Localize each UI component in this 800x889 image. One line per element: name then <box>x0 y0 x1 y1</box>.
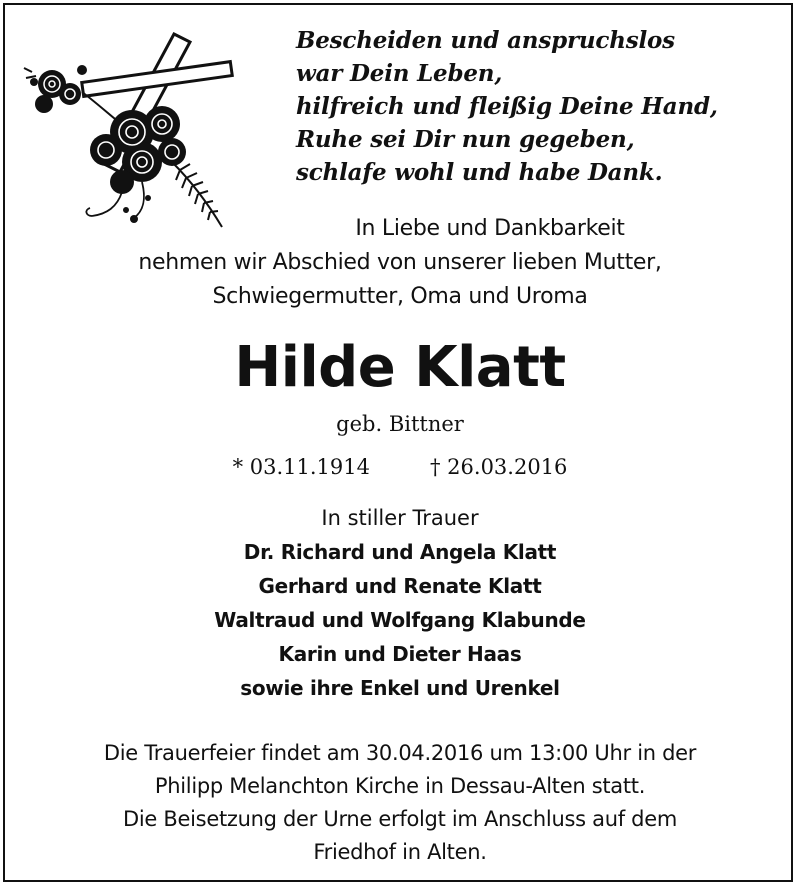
poem-line: Ruhe sei Dir nun gegeben, <box>296 126 635 153</box>
info-line: Die Beisetzung der Urne erfolgt im Anschluss auf dem <box>123 807 677 831</box>
mourner-line: Gerhard und Renate Klatt <box>258 574 542 598</box>
mourner-line: Karin und Dieter Haas <box>278 642 522 666</box>
info-line: Friedhof in Alten. <box>313 840 487 864</box>
intro-text <box>0 212 800 314</box>
info-line: Die Trauerfeier findet am 30.04.2016 um 13:00 Uhr in der <box>103 741 697 765</box>
mourning-heading: In stiller Trauer <box>321 506 479 530</box>
intro-line: nehmen wir Abschied von unserer lieben Mutter, <box>138 250 662 275</box>
death-date: † 26.03.2016 <box>430 455 568 479</box>
mourner-line: sowie ihre Enkel und Urenkel <box>240 676 560 700</box>
poem-line: hilfreich und fleißig Deine Hand, <box>296 93 718 120</box>
birth-date: * 03.11.1914 <box>232 455 370 479</box>
poem-verse <box>296 24 766 189</box>
intro-line: Schwiegermutter, Oma und Uroma <box>212 284 588 309</box>
deceased-name: Hilde Klatt <box>234 335 566 400</box>
mourners-list <box>0 535 800 705</box>
ceremony-info <box>0 737 800 869</box>
poem-line: schlafe wohl und habe Dank. <box>296 159 663 186</box>
poem-line: Bescheiden und anspruchslos <box>296 27 675 54</box>
birth-name: geb. Bittner <box>336 412 464 436</box>
info-line: Philipp Melanchton Kirche in Dessau-Alten statt. <box>154 774 646 798</box>
mourner-line: Waltraud und Wolfgang Klabunde <box>214 608 586 632</box>
cross-with-roses-icon <box>22 32 242 232</box>
mourner-line: Dr. Richard und Angela Klatt <box>243 540 557 564</box>
life-dates <box>0 450 800 484</box>
intro-line: In Liebe und Dankbarkeit <box>355 216 625 241</box>
poem-line: war Dein Leben, <box>296 60 503 87</box>
